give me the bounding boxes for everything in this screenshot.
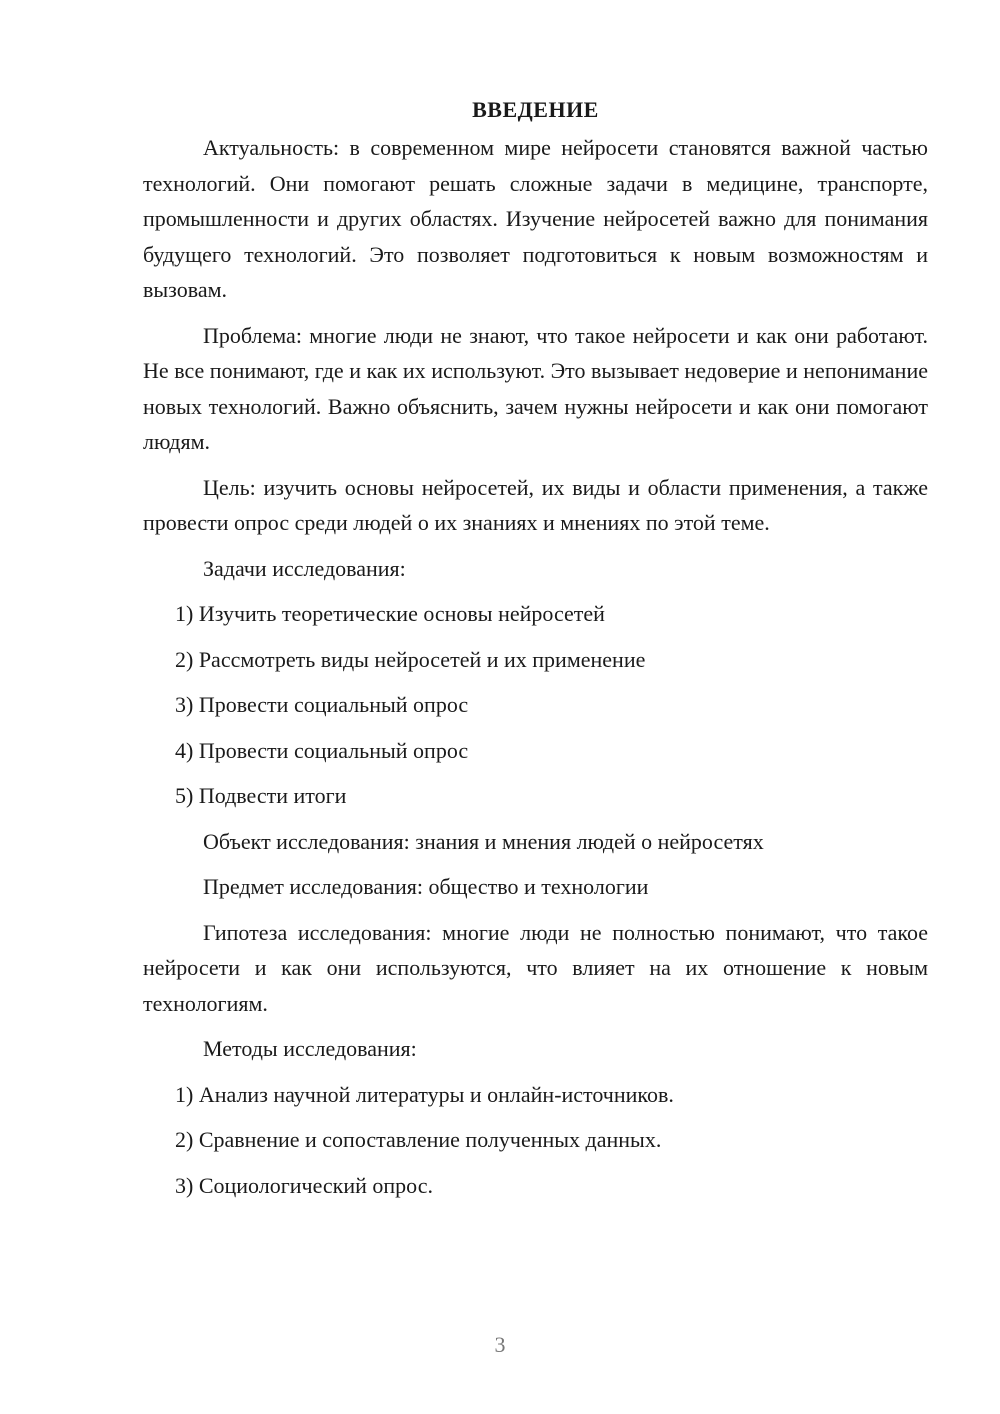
task-item-2: 2) Рассмотреть виды нейросетей и их применение xyxy=(175,646,646,672)
relevance-paragraph: Актуальность: в современном мире нейросети становятся важной частью технологий. Они помогают решать сложные задачи в медицине, транспорте, промышленности и других областях. Изучение нейросетей важно для понимания будущего технологий. Это позволяет подготовиться к новым возможностям и вызовам. xyxy=(143,135,928,302)
task-item-3: 3) Провести социальный опрос xyxy=(175,692,469,717)
method-item-1: 1) Анализ научной литературы и онлайн-источников. xyxy=(175,1081,674,1107)
goal-paragraph: Цель: изучить основы нейросетей, их виды и области применения, а также провести опрос среди людей о их знаниях и мнениях по этой теме. xyxy=(143,474,928,535)
object-line: Объект исследования: знания и мнения людей о нейросетях xyxy=(203,828,764,854)
task-item-5: 5) Подвести итоги xyxy=(175,783,347,808)
task-item-4: 4) Провести социальный опрос xyxy=(175,737,469,763)
subject-line: Предмет исследования: общество и технологии xyxy=(203,874,649,899)
section-heading: ВВЕДЕНИЕ xyxy=(472,97,599,122)
method-item-3: 3) Социологический опрос. xyxy=(175,1172,433,1198)
hypothesis-paragraph: Гипотеза исследования: многие люди не полностью понимают, что такое нейросети и как они используются, что влияет на их отношение к новым технологиям. xyxy=(143,919,928,1016)
page-number: 3 xyxy=(494,1332,506,1357)
document-page xyxy=(143,92,928,1213)
task-item-1: 1) Изучить теоретические основы нейросетей xyxy=(175,601,605,626)
problem-paragraph: Проблема: многие люди не знают, что такое нейросети и как они работают. Не все понимают, где и как их используют. Это вызывает недоверие и непонимание новых технологий. Важно объяснить, зачем нужны нейросети и как они помогают людям. xyxy=(143,322,928,454)
tasks-title: Задачи исследования: xyxy=(203,555,406,581)
method-item-2: 2) Сравнение и сопоставление полученных данных. xyxy=(175,1127,662,1152)
methods-title: Методы исследования: xyxy=(203,1036,417,1061)
